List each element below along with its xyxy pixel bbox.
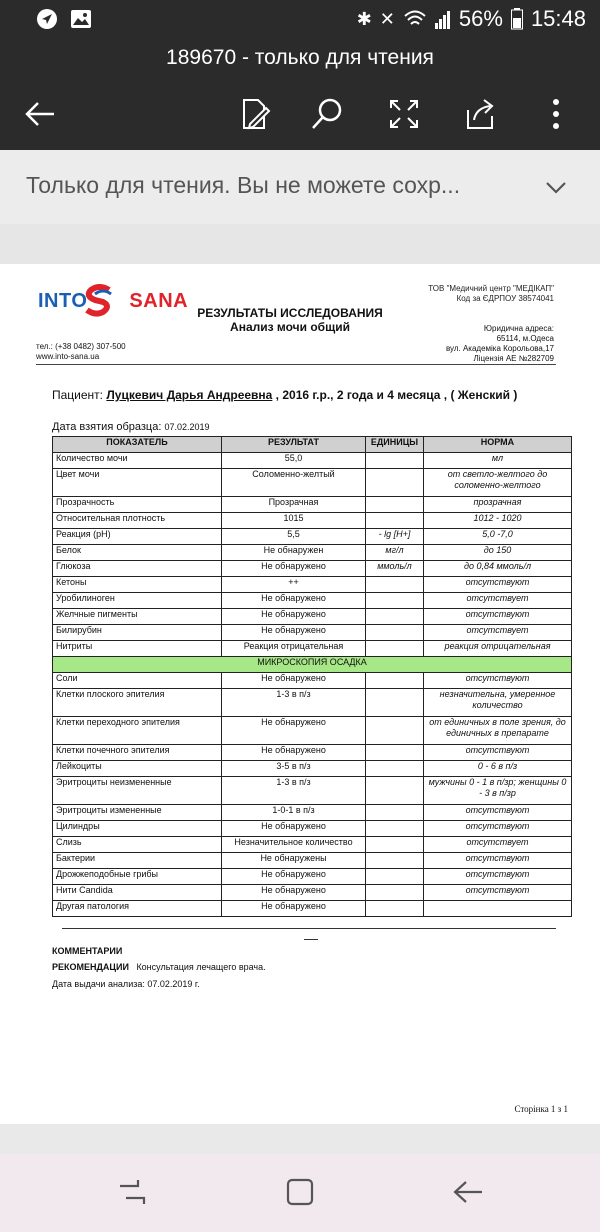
result-cell: Не обнаружен	[222, 545, 366, 561]
units-cell	[366, 593, 424, 609]
table-row	[53, 821, 572, 837]
units-cell	[366, 689, 424, 717]
col-header: РЕЗУЛЬТАТ	[222, 437, 366, 453]
more-options-icon[interactable]	[536, 94, 576, 134]
indicator-cell: Лейкоциты	[53, 761, 222, 777]
indicator-cell: Соли	[53, 673, 222, 689]
logo-mark-icon	[81, 284, 117, 318]
table-row	[53, 561, 572, 577]
indicator-cell: Прозрачность	[53, 497, 222, 513]
units-cell	[366, 869, 424, 885]
result-cell: Не обнаружено	[222, 869, 366, 885]
result-cell: Не обнаружено	[222, 745, 366, 761]
document-title: 189670 - только для чтения	[166, 46, 434, 69]
units-cell	[366, 821, 424, 837]
table-row	[53, 513, 572, 529]
result-cell: Не обнаружено	[222, 609, 366, 625]
result-cell: Не обнаружено	[222, 593, 366, 609]
units-cell	[366, 513, 424, 529]
website: www.into-sana.ua	[36, 352, 100, 361]
address-line: вул. Академіка Корольова,17	[445, 344, 554, 353]
units-cell	[366, 761, 424, 777]
result-cell: ++	[222, 577, 366, 593]
norm-cell: отсутствуют	[424, 673, 572, 689]
result-cell: Не обнаружены	[222, 853, 366, 869]
units-cell	[366, 469, 424, 497]
indicator-cell: Дрожжеподобные грибы	[53, 869, 222, 885]
table-row	[53, 609, 572, 625]
norm-cell: отсутствуют	[424, 885, 572, 901]
indicator-cell: Кетоны	[53, 577, 222, 593]
indicator-cell: Количество мочи	[53, 453, 222, 469]
result-cell: 1-0-1 в п/з	[222, 805, 366, 821]
status-bar	[0, 0, 600, 40]
indicator-cell: Цилиндры	[53, 821, 222, 837]
result-cell: 1015	[222, 513, 366, 529]
indicator-cell: Цвет мочи	[53, 469, 222, 497]
table-footer-line	[62, 928, 556, 929]
table-row	[53, 545, 572, 561]
units-cell	[366, 717, 424, 745]
indicator-cell: Нитриты	[53, 641, 222, 657]
norm-cell: отсутствуют	[424, 745, 572, 761]
norm-cell: мужчины 0 - 1 в п/зр; женщины 0 - 3 в п/зр	[424, 777, 572, 805]
result-cell: 5,5	[222, 529, 366, 545]
norm-cell: отсутствует	[424, 593, 572, 609]
patient-label: Пациент:	[52, 388, 104, 402]
comments-label: КОММЕНТАРИИ	[52, 946, 123, 956]
result-cell: Прозрачная	[222, 497, 366, 513]
norm-cell: мл	[424, 453, 572, 469]
org-code: Код за ЄДРПОУ 38574041	[456, 294, 554, 303]
address-line: Юридична адреса:	[483, 324, 554, 333]
legal-address	[446, 324, 554, 364]
table-row	[53, 805, 572, 821]
indicator-cell: Нити Candida	[53, 885, 222, 901]
indicator-cell: Бактерии	[53, 853, 222, 869]
battery-icon	[511, 8, 523, 30]
units-cell: ммоль/л	[366, 561, 424, 577]
navigation-bar	[0, 1154, 600, 1232]
indicator-cell: Эритроциты неизмененные	[53, 777, 222, 805]
recommendations-text: Консультация лечащего врача.	[136, 962, 266, 972]
indicator-cell: Уробилиноген	[53, 593, 222, 609]
col-header: ЕДИНИЦЫ	[366, 437, 424, 453]
norm-cell: реакция отрицательная	[424, 641, 572, 657]
back-arrow-icon[interactable]	[20, 94, 60, 134]
org-info	[428, 284, 554, 304]
wifi-icon	[403, 9, 427, 29]
battery-percent: 56%	[458, 6, 503, 31]
norm-cell: отсутствуют	[424, 577, 572, 593]
chevron-down-icon[interactable]	[544, 176, 568, 200]
fullscreen-icon[interactable]	[384, 94, 424, 134]
norm-cell: отсутствуют	[424, 821, 572, 837]
table-row	[53, 673, 572, 689]
norm-cell: отсутствуют	[424, 853, 572, 869]
norm-cell: до 150	[424, 545, 572, 561]
result-cell: Не обнаружено	[222, 717, 366, 745]
units-cell: мг/л	[366, 545, 424, 561]
report-heading	[150, 306, 430, 334]
col-header: ПОКАЗАТЕЛЬ	[53, 437, 222, 453]
clock: 15:48	[530, 6, 586, 31]
table-row	[53, 885, 572, 901]
result-cell: Не обнаружено	[222, 885, 366, 901]
contacts	[36, 342, 126, 362]
table-row	[53, 761, 572, 777]
logo-part1: INTO	[38, 290, 88, 312]
sample-date-value: 07.02.2019	[164, 422, 210, 432]
result-cell: Не обнаружено	[222, 901, 366, 917]
recommendations-label: РЕКОМЕНДАЦИИ	[52, 962, 129, 972]
table-row	[53, 717, 572, 745]
results-table	[52, 436, 572, 917]
section-row	[53, 657, 572, 673]
result-cell: Не обнаружено	[222, 673, 366, 689]
norm-cell	[424, 901, 572, 917]
table-row	[53, 593, 572, 609]
units-cell	[366, 609, 424, 625]
table-row	[53, 625, 572, 641]
col-header: НОРМА	[424, 437, 572, 453]
table-row	[53, 853, 572, 869]
share-icon[interactable]	[460, 94, 500, 134]
home-icon[interactable]	[282, 1174, 318, 1210]
units-cell	[366, 453, 424, 469]
recents-icon[interactable]	[114, 1174, 150, 1210]
signal-icon	[435, 9, 451, 29]
result-cell: 3-5 в п/з	[222, 761, 366, 777]
page-counter: Сторінка 1 з 1	[514, 1104, 568, 1114]
viewer-gap	[0, 224, 600, 264]
units-cell	[366, 837, 424, 853]
norm-cell: 0 - 6 в п/з	[424, 761, 572, 777]
issue-date	[52, 979, 200, 989]
table-row	[53, 689, 572, 717]
table-row	[53, 641, 572, 657]
indicator-cell: Белок	[53, 545, 222, 561]
units-cell	[366, 577, 424, 593]
norm-cell: от единичных в поле зрения, до единичных в препарате	[424, 717, 572, 745]
result-cell: Реакция отрицательная	[222, 641, 366, 657]
table-row	[53, 497, 572, 513]
header-divider	[36, 364, 556, 365]
norm-cell: отсутствует	[424, 625, 572, 641]
separator-dash	[304, 939, 318, 940]
units-cell	[366, 641, 424, 657]
image-icon	[70, 8, 92, 30]
units-cell	[366, 497, 424, 513]
norm-cell: отсутствуют	[424, 805, 572, 821]
indicator-cell: Клетки почечного эпителия	[53, 745, 222, 761]
section-title: МИКРОСКОПИЯ ОСАДКА	[53, 657, 572, 673]
indicator-cell: Относительная плотность	[53, 513, 222, 529]
indicator-cell: Билирубин	[53, 625, 222, 641]
patient-name: Луцкевич Дарья Андреевна	[106, 388, 273, 402]
units-cell: - lg [H+]	[366, 529, 424, 545]
navigation-icon	[36, 8, 58, 30]
result-cell: 1-3 в п/з	[222, 777, 366, 805]
table-row	[53, 453, 572, 469]
norm-cell: незначительна, умеренное количество	[424, 689, 572, 717]
mute-icon: ✕	[379, 8, 395, 29]
units-cell	[366, 901, 424, 917]
result-cell: Не обнаружено	[222, 625, 366, 641]
units-cell	[366, 853, 424, 869]
table-row	[53, 837, 572, 853]
table-row	[53, 777, 572, 805]
result-cell: Не обнаружено	[222, 821, 366, 837]
result-cell: Незначительное количество	[222, 837, 366, 853]
table-row	[53, 529, 572, 545]
edit-icon[interactable]	[234, 94, 274, 134]
address-line: 65114, м.Одеса	[496, 334, 554, 343]
units-cell	[366, 805, 424, 821]
banner-text: Только для чтения. Вы не можете сохр...	[26, 172, 461, 198]
read-only-banner[interactable]	[0, 150, 600, 224]
indicator-cell: Эритроциты измененные	[53, 805, 222, 821]
norm-cell: от светло-желтого до соломенно-желтого	[424, 469, 572, 497]
result-cell: Соломенно-желтый	[222, 469, 366, 497]
table-row	[53, 745, 572, 761]
table-row	[53, 901, 572, 917]
back-icon[interactable]	[450, 1174, 486, 1210]
result-cell: 1-3 в п/з	[222, 689, 366, 717]
phone: тел.: (+38 0482) 307-500	[36, 342, 126, 351]
table-row	[53, 577, 572, 593]
table-row	[53, 469, 572, 497]
result-cell: 55,0	[222, 453, 366, 469]
logo-part2: SANA	[129, 290, 189, 312]
norm-cell: отсутствуют	[424, 869, 572, 885]
norm-cell: 1012 - 1020	[424, 513, 572, 529]
indicator-cell: Другая патология	[53, 901, 222, 917]
sample-label: Дата взятия образца:	[52, 421, 162, 433]
report-subtitle: Анализ мочи общий	[230, 320, 350, 334]
sample-date	[52, 421, 210, 433]
bluetooth-icon: ✱	[356, 8, 372, 29]
units-cell	[366, 625, 424, 641]
norm-cell: прозрачная	[424, 497, 572, 513]
norm-cell: 5,0 -7,0	[424, 529, 572, 545]
indicator-cell: Слизь	[53, 837, 222, 853]
document-page	[0, 264, 600, 1124]
indicator-cell: Реакция (pH)	[53, 529, 222, 545]
report-title: РЕЗУЛЬТАТЫ ИССЛЕДОВАНИЯ	[197, 306, 383, 320]
table-row	[53, 869, 572, 885]
norm-cell: отсутствует	[424, 837, 572, 853]
issue-date-value: 07.02.2019 г.	[147, 979, 200, 989]
search-icon[interactable]	[308, 94, 348, 134]
indicator-cell: Клетки переходного эпителия	[53, 717, 222, 745]
license-line: Ліцензія АЕ №282709	[473, 354, 554, 363]
issue-label: Дата выдачи анализа:	[52, 979, 145, 989]
patient-line	[52, 388, 552, 402]
units-cell	[366, 673, 424, 689]
indicator-cell: Глюкоза	[53, 561, 222, 577]
result-cell: Не обнаружено	[222, 561, 366, 577]
patient-details: , 2016 г.р., 2 года и 4 месяца , ( Женский )	[272, 388, 518, 402]
indicator-cell: Желчные пигменты	[53, 609, 222, 625]
norm-cell: отсутствуют	[424, 609, 572, 625]
units-cell	[366, 745, 424, 761]
app-toolbar	[0, 40, 600, 150]
indicator-cell: Клетки плоского эпителия	[53, 689, 222, 717]
recommendations	[52, 962, 266, 972]
units-cell	[366, 885, 424, 901]
org-name: ТОВ "Медичний центр "МЕДІКАП"	[428, 284, 554, 293]
units-cell	[366, 777, 424, 805]
table-header	[53, 437, 572, 453]
norm-cell: до 0,84 ммоль/л	[424, 561, 572, 577]
